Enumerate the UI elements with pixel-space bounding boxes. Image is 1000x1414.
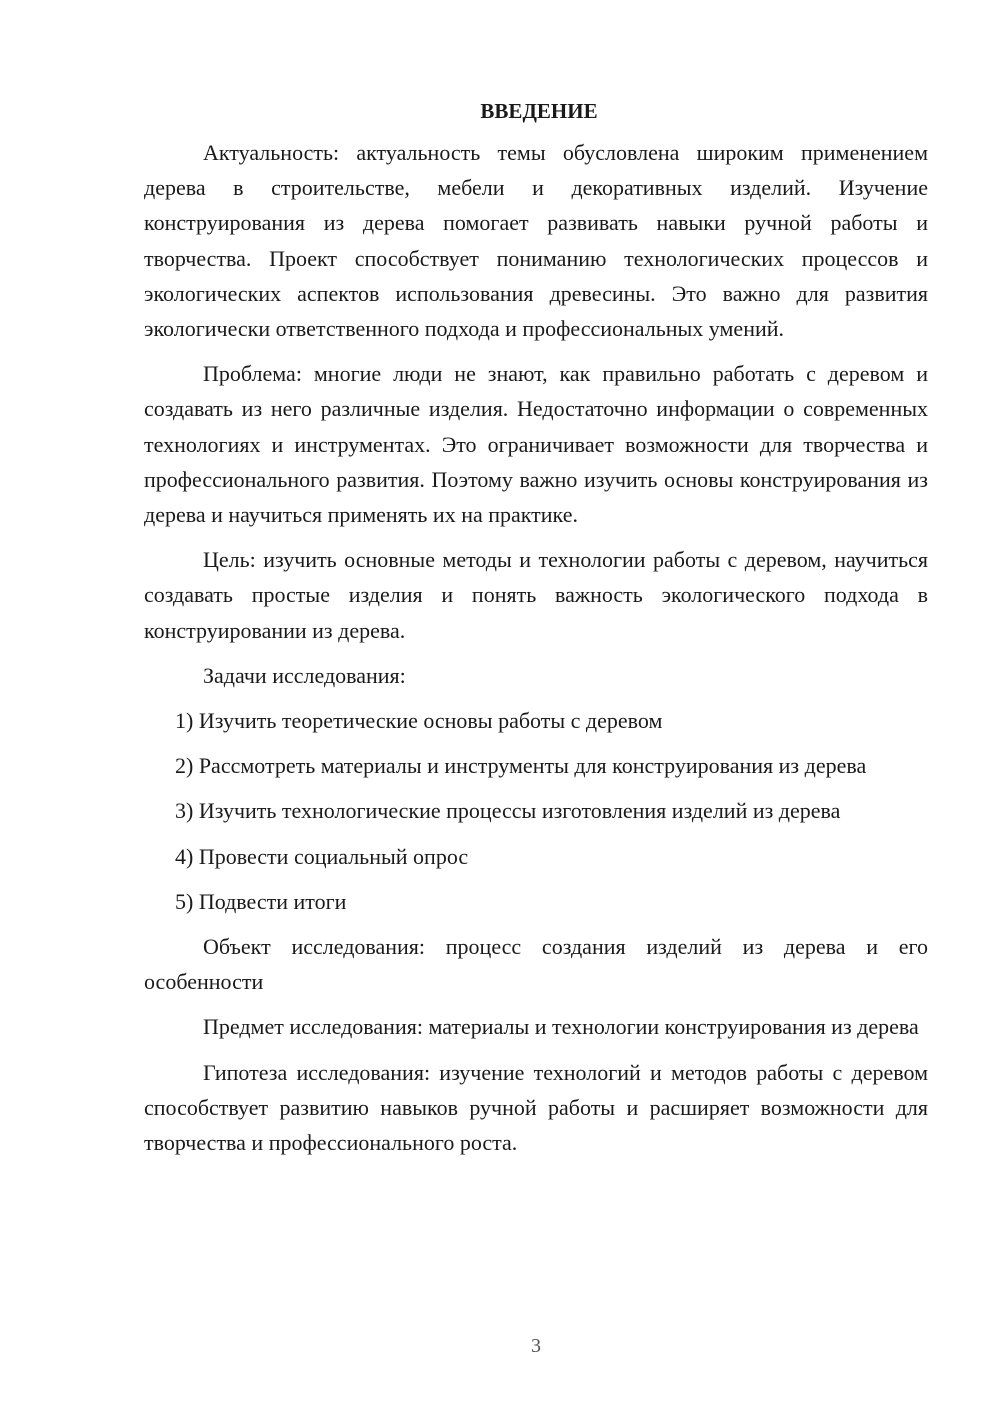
page-number: 3 <box>531 1335 541 1357</box>
task-item-5: 5) Подвести итоги <box>175 888 347 914</box>
task-item-1: 1) Изучить теоретические основы работы с деревом <box>175 708 663 734</box>
relevance-paragraph: Актуальность: актуальность темы обусловлена широким применением дерева в строительстве, мебели и декоративных изделий. Изучение конструирования из дерева помогает развивать навыки ручной работы и творчества. Проект способствует пониманию технологических процессов и экологических аспектов использования древесины. Это важно для развития экологически ответственного подхода и профессиональных умений. <box>144 140 928 342</box>
task-item-2: 2) Рассмотреть материалы и инструменты для конструирования из дерева <box>175 753 867 779</box>
goal-paragraph: Цель: изучить основные методы и технологии работы с деревом, научиться создавать простые изделия и понять важность экологического подхода в конструировании из дерева. <box>144 547 928 643</box>
problem-paragraph: Проблема: многие люди не знают, как правильно работать с деревом и создавать из него различные изделия. Недостаточно информации о современных технологиях и инструментах. Это ограничивает возможности для творчества и профессионального развития. Поэтому важно изучить основы конструирования из дерева и научиться применять их на практике. <box>144 361 928 528</box>
document-body <box>144 94 928 1170</box>
object-paragraph: Объект исследования: процесс создания изделий из дерева и его особенности <box>144 934 928 995</box>
hypothesis-paragraph: Гипотеза исследования: изучение технологий и методов работы с деревом способствует развитию навыков ручной работы и расширяет возможности для творчества и профессионального роста. <box>144 1059 928 1156</box>
task-item-4: 4) Провести социальный опрос <box>175 843 469 869</box>
subject-paragraph: Предмет исследования: материалы и технологии конструирования из дерева <box>203 1014 919 1040</box>
task-item-3: 3) Изучить технологические процессы изготовления изделий из дерева <box>175 798 841 824</box>
tasks-heading: Задачи исследования: <box>203 662 406 688</box>
page-title: ВВЕДЕНИЕ <box>480 99 598 123</box>
